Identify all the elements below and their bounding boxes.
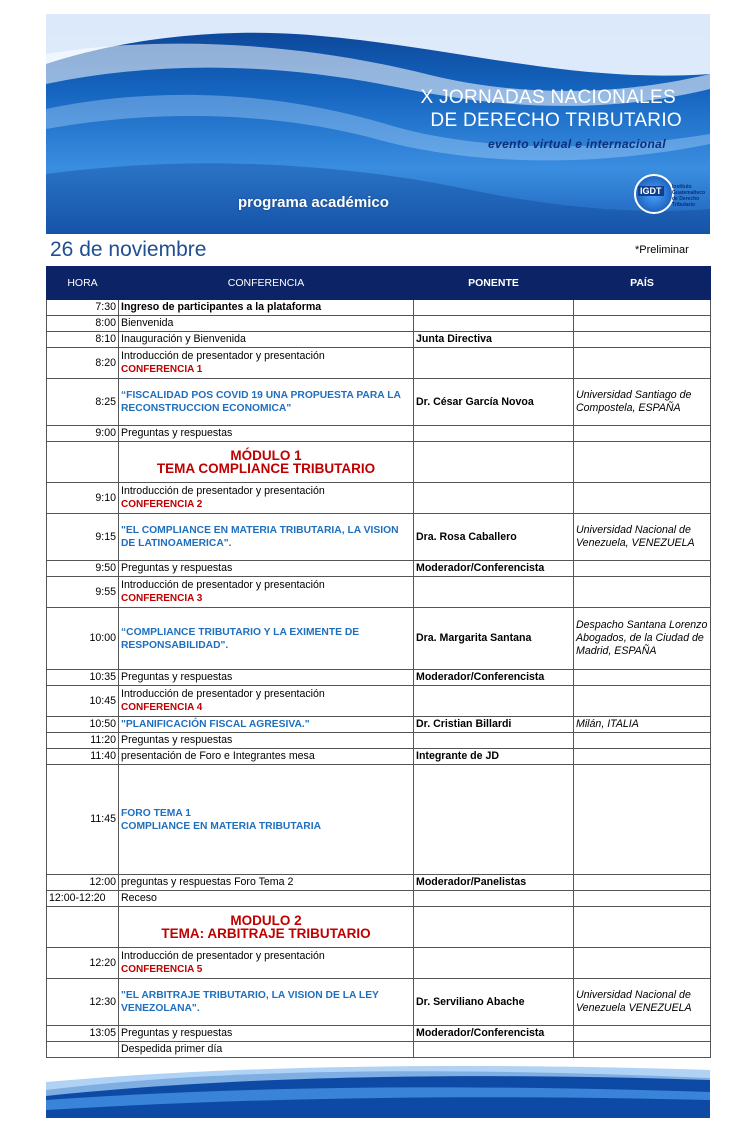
speaker-cell: Moderador/Conferencista bbox=[414, 1026, 574, 1042]
table-row bbox=[47, 379, 711, 426]
activity-cell: Preguntas y respuestas bbox=[119, 561, 414, 577]
module-topic: TEMA: ARBITRAJE TRIBUTARIO bbox=[161, 926, 371, 941]
speaker-cell: Dra. Rosa Caballero bbox=[414, 514, 574, 561]
country-cell bbox=[574, 891, 711, 907]
table-row bbox=[47, 514, 711, 561]
table-row bbox=[47, 875, 711, 891]
time-cell: 7:30 bbox=[47, 300, 119, 316]
country-cell bbox=[574, 332, 711, 348]
activity-cell: Preguntas y respuestas bbox=[119, 1026, 414, 1042]
conference-label: CONFERENCIA 3 bbox=[121, 593, 203, 604]
country-cell bbox=[574, 348, 711, 379]
country-cell: Universidad Nacional de Venezuela, VENEZUELA bbox=[574, 514, 711, 561]
country-cell: Despacho Santana Lorenzo Abogados, de la Ciudad de Madrid, ESPAÑA bbox=[574, 608, 711, 670]
conference-label: CONFERENCIA 2 bbox=[121, 499, 203, 510]
program-label: programa académico bbox=[238, 194, 389, 211]
time-cell: 11:20 bbox=[47, 733, 119, 749]
table-header-row bbox=[47, 267, 711, 300]
speaker-cell: Dr. César García Novoa bbox=[414, 379, 574, 426]
country-cell bbox=[574, 316, 711, 332]
table-row bbox=[47, 348, 711, 379]
preliminary-note: *Preliminar bbox=[635, 244, 689, 256]
logo-text: IGDT bbox=[640, 186, 662, 196]
time-cell: 9:10 bbox=[47, 483, 119, 514]
forum-cell bbox=[119, 765, 414, 875]
activity-cell: Receso bbox=[119, 891, 414, 907]
activity-cell bbox=[119, 483, 414, 514]
table-row bbox=[47, 733, 711, 749]
table-row bbox=[47, 979, 711, 1026]
conference-label: CONFERENCIA 5 bbox=[121, 964, 203, 975]
country-cell bbox=[574, 749, 711, 765]
activity-cell bbox=[119, 948, 414, 979]
banner-title-line2: DE DERECHO TRIBUTARIO bbox=[430, 110, 682, 131]
table-row bbox=[47, 686, 711, 717]
table-row bbox=[47, 765, 711, 875]
conference-title: "EL ARBITRAJE TRIBUTARIO, LA VISION DE LA LEY VENEZOLANA". bbox=[119, 979, 414, 1026]
module-row bbox=[47, 907, 711, 948]
table-row bbox=[47, 577, 711, 608]
module-title: MÓDULO 1 bbox=[230, 448, 302, 463]
time-cell: 9:15 bbox=[47, 514, 119, 561]
time-cell: 11:45 bbox=[47, 765, 119, 875]
country-cell bbox=[574, 907, 711, 948]
speaker-cell: Dra. Margarita Santana bbox=[414, 608, 574, 670]
activity-cell: Bienvenida bbox=[119, 316, 414, 332]
table-row bbox=[47, 483, 711, 514]
time-cell: 12:00 bbox=[47, 875, 119, 891]
country-cell bbox=[574, 483, 711, 514]
time-cell: 9:55 bbox=[47, 577, 119, 608]
country-cell bbox=[574, 733, 711, 749]
activity-cell: presentación de Foro e Integrantes mesa bbox=[119, 749, 414, 765]
time-cell bbox=[47, 1042, 119, 1058]
table-row bbox=[47, 1026, 711, 1042]
header-banner bbox=[46, 14, 710, 234]
time-cell: 8:00 bbox=[47, 316, 119, 332]
time-cell: 9:50 bbox=[47, 561, 119, 577]
conference-title: “COMPLIANCE TRIBUTARIO Y LA EXIMENTE DE RESPONSABILIDAD". bbox=[119, 608, 414, 670]
country-cell: Milán, ITALIA bbox=[574, 717, 711, 733]
time-cell: 10:50 bbox=[47, 717, 119, 733]
activity-cell bbox=[119, 577, 414, 608]
table-row bbox=[47, 608, 711, 670]
intro-text: Introducción de presentador y presentación bbox=[121, 950, 325, 962]
speaker-cell bbox=[414, 1042, 574, 1058]
module-heading bbox=[119, 442, 414, 483]
country-cell bbox=[574, 561, 711, 577]
activity-cell: Preguntas y respuestas bbox=[119, 426, 414, 442]
speaker-cell bbox=[414, 765, 574, 875]
table-row bbox=[47, 561, 711, 577]
speaker-cell: Dr. Serviliano Abache bbox=[414, 979, 574, 1026]
time-cell: 12:00-12:20 bbox=[47, 891, 119, 907]
country-cell: Universidad Nacional de Venezuela VENEZUELA bbox=[574, 979, 711, 1026]
time-cell bbox=[47, 442, 119, 483]
logo-subtext: Instituto Guatemalteco de Derecho Tributario bbox=[672, 184, 706, 208]
module-row bbox=[47, 442, 711, 483]
time-cell: 8:20 bbox=[47, 348, 119, 379]
speaker-cell bbox=[414, 577, 574, 608]
time-cell: 10:00 bbox=[47, 608, 119, 670]
intro-text: Introducción de presentador y presentación bbox=[121, 688, 325, 700]
intro-text: Introducción de presentador y presentación bbox=[121, 485, 325, 497]
footer-waves bbox=[46, 1060, 710, 1118]
banner-title-line1: X JORNADAS NACIONALES bbox=[420, 87, 676, 108]
banner-subtitle: evento virtual e internacional bbox=[487, 137, 666, 151]
conference-label: CONFERENCIA 4 bbox=[121, 702, 203, 713]
country-cell: Universidad Santiago de Compostela, ESPAÑA bbox=[574, 379, 711, 426]
country-cell bbox=[574, 670, 711, 686]
speaker-cell: Integrante de JD bbox=[414, 749, 574, 765]
country-cell bbox=[574, 765, 711, 875]
speaker-cell bbox=[414, 733, 574, 749]
speaker-cell: Moderador/Conferencista bbox=[414, 670, 574, 686]
speaker-cell bbox=[414, 300, 574, 316]
country-cell bbox=[574, 1026, 711, 1042]
time-cell: 13:05 bbox=[47, 1026, 119, 1042]
country-cell bbox=[574, 686, 711, 717]
speaker-cell bbox=[414, 426, 574, 442]
country-cell bbox=[574, 948, 711, 979]
table-row bbox=[47, 717, 711, 733]
header-pais: PAÍS bbox=[574, 267, 711, 300]
time-cell: 8:25 bbox=[47, 379, 119, 426]
speaker-cell bbox=[414, 442, 574, 483]
table-row bbox=[47, 316, 711, 332]
activity-cell bbox=[119, 686, 414, 717]
speaker-cell bbox=[414, 316, 574, 332]
country-cell bbox=[574, 426, 711, 442]
activity-cell: Inauguración y Bienvenida bbox=[119, 332, 414, 348]
time-cell: 12:30 bbox=[47, 979, 119, 1026]
intro-text: Introducción de presentador y presentación bbox=[121, 579, 325, 591]
activity-cell: Preguntas y respuestas bbox=[119, 733, 414, 749]
country-cell bbox=[574, 875, 711, 891]
table-row bbox=[47, 948, 711, 979]
speaker-cell bbox=[414, 907, 574, 948]
speaker-cell bbox=[414, 686, 574, 717]
table-row bbox=[47, 426, 711, 442]
table-row bbox=[47, 1042, 711, 1058]
date-title: 26 de noviembre bbox=[50, 238, 207, 261]
header-conferencia: CONFERENCIA bbox=[119, 267, 414, 300]
speaker-cell: Moderador/Conferencista bbox=[414, 561, 574, 577]
conference-label: CONFERENCIA 1 bbox=[121, 364, 203, 375]
activity-cell bbox=[119, 348, 414, 379]
time-cell: 12:20 bbox=[47, 948, 119, 979]
table-row bbox=[47, 891, 711, 907]
speaker-cell bbox=[414, 948, 574, 979]
time-cell: 9:00 bbox=[47, 426, 119, 442]
table-row bbox=[47, 749, 711, 765]
speaker-cell: Dr. Cristian Billardi bbox=[414, 717, 574, 733]
time-cell: 11:40 bbox=[47, 749, 119, 765]
conference-title: "EL COMPLIANCE EN MATERIA TRIBUTARIA, LA VISION DE LATINOAMERICA". bbox=[119, 514, 414, 561]
time-cell: 10:35 bbox=[47, 670, 119, 686]
conference-title: "PLANIFICACIÓN FISCAL AGRESIVA." bbox=[119, 717, 414, 733]
time-cell: 8:10 bbox=[47, 332, 119, 348]
conference-title: “FISCALIDAD POS COVID 19 UNA PROPUESTA PARA LA RECONSTRUCCION ECONOMICA" bbox=[119, 379, 414, 426]
speaker-cell bbox=[414, 891, 574, 907]
igdt-logo bbox=[634, 174, 706, 214]
time-cell bbox=[47, 907, 119, 948]
module-topic: TEMA COMPLIANCE TRIBUTARIO bbox=[156, 461, 376, 476]
header-ponente: PONENTE bbox=[414, 267, 574, 300]
speaker-cell: Junta Directiva bbox=[414, 332, 574, 348]
time-cell: 10:45 bbox=[47, 686, 119, 717]
speaker-cell: Moderador/Panelistas bbox=[414, 875, 574, 891]
activity-cell: preguntas y respuestas Foro Tema 2 bbox=[119, 875, 414, 891]
activity-cell: Despedida primer día bbox=[119, 1042, 414, 1058]
speaker-cell bbox=[414, 348, 574, 379]
activity-cell: Preguntas y respuestas bbox=[119, 670, 414, 686]
country-cell bbox=[574, 442, 711, 483]
country-cell bbox=[574, 300, 711, 316]
activity-cell: Ingreso de participantes a la plataforma bbox=[119, 300, 414, 316]
speaker-cell bbox=[414, 483, 574, 514]
country-cell bbox=[574, 1042, 711, 1058]
header-hora: HORA bbox=[47, 267, 119, 300]
table-row bbox=[47, 300, 711, 316]
country-cell bbox=[574, 577, 711, 608]
forum-topic: COMPLIANCE EN MATERIA TRIBUTARIA bbox=[121, 820, 322, 832]
intro-text: Introducción de presentador y presentación bbox=[121, 350, 325, 362]
module-title: MODULO 2 bbox=[230, 913, 302, 928]
table-row bbox=[47, 670, 711, 686]
module-heading bbox=[119, 907, 414, 948]
table-row bbox=[47, 332, 711, 348]
program-table bbox=[46, 266, 711, 1058]
forum-title: FORO TEMA 1 bbox=[121, 807, 191, 819]
footer-banner bbox=[46, 1060, 710, 1118]
